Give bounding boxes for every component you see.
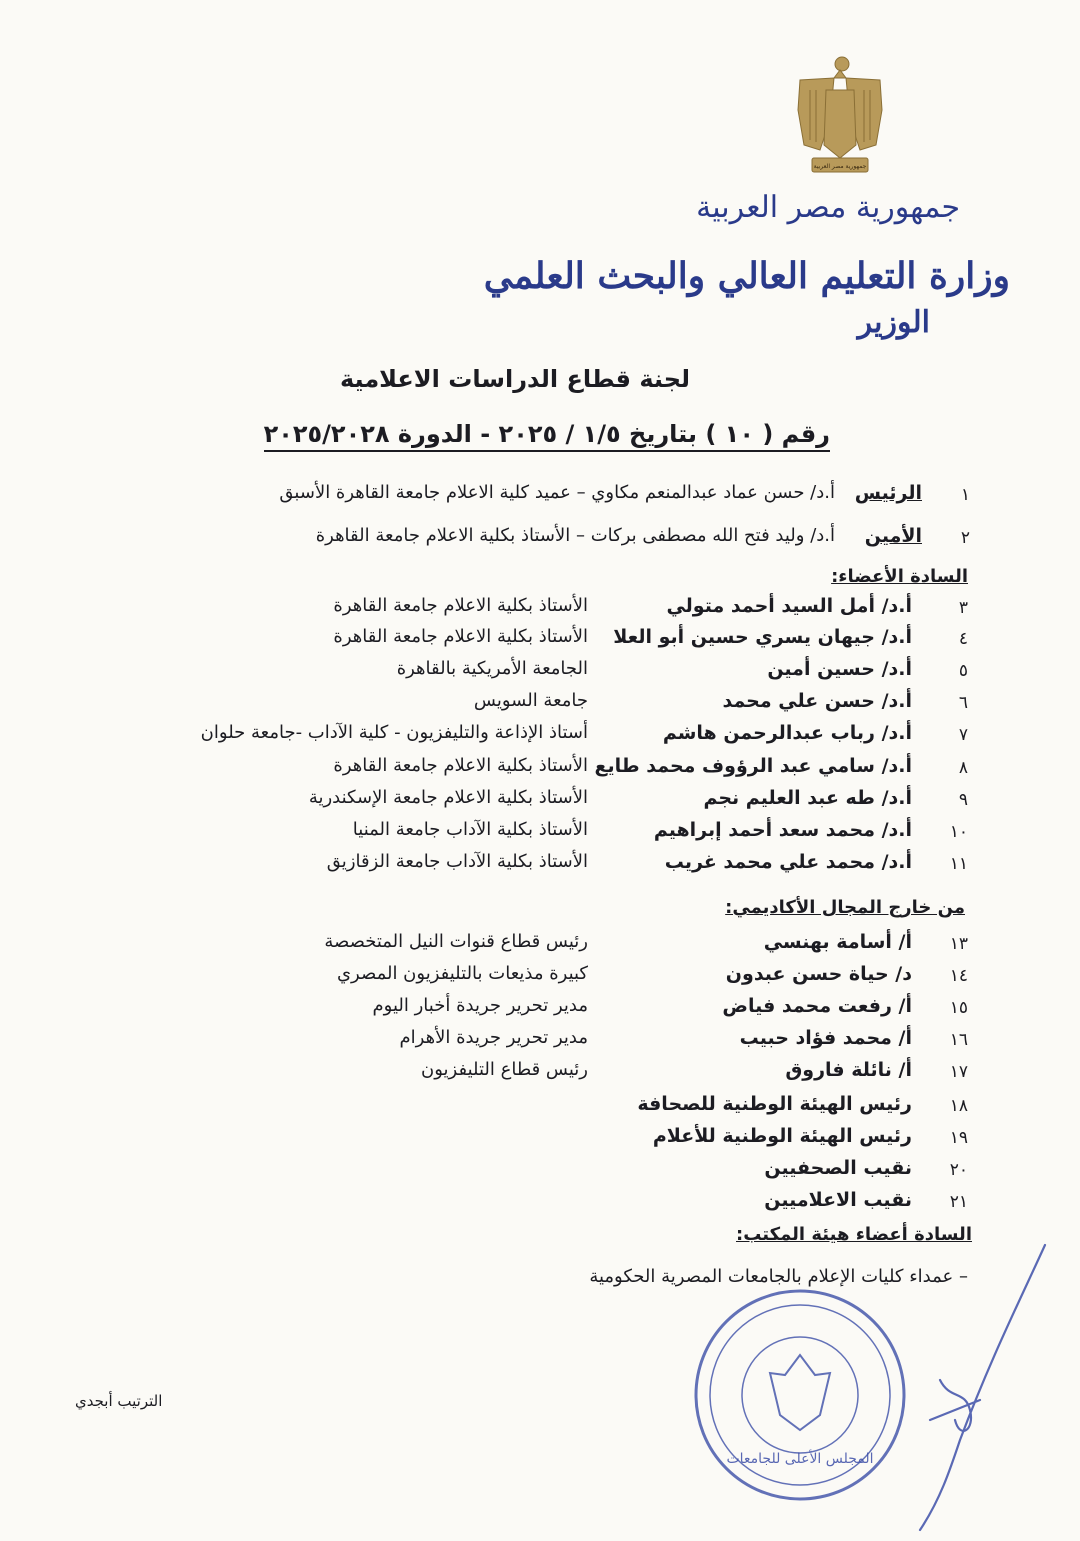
member-name: أ.د/ محمد علي محمد غريب [664,851,912,873]
member-affiliation: الأستاذ بكلية الآداب جامعة المنيا [352,819,588,840]
office-heading: السادة أعضاء هيئة المكتب: [736,1224,972,1245]
row-number: ١ [960,485,970,505]
member-name: أ.د/ طه عبد العليم نجم [703,787,912,809]
member-affiliation: الأستاذ بكلية الاعلام جامعة الإسكندرية [308,787,588,808]
row-number: ١٨ [949,1096,968,1116]
row-number: ١٦ [949,1030,968,1050]
document-title: لجنة قطاع الدراسات الاعلامية [339,365,690,393]
members-heading: السادة الأعضاء: [831,566,968,587]
document-number-line: رقم ( ١٠ ) بتاريخ ١/٥ / ٢٠٢٥ - الدورة ٢٠٢٥/٢٠٢٨ [264,420,830,452]
member-name: أ.د/ أمل السيد أحمد متولي [666,595,912,617]
row-number: ٦ [958,693,968,713]
member-name: أ.د/ رباب عبدالرحمن هاشم [662,722,912,744]
outside-affiliation: مدير تحرير جريدة أخبار اليوم [372,995,588,1016]
row-number: ٤ [958,629,968,649]
outside-name: نقيب الصحفيين [764,1157,912,1179]
outside-affiliation: مدير تحرير جريدة الأهرام [399,1027,588,1048]
row-number: ٧ [958,725,968,745]
member-name: أ.د/ جيهان يسري حسين أبو العلا [613,626,912,648]
member-affiliation: أستاذ الإذاعة والتليفزيون - كلية الآداب -جامعة حلوان [200,722,588,743]
outside-affiliation: رئيس قطاع قنوات النيل المتخصصة [324,931,588,952]
header-minister: الوزير [857,305,930,340]
row-number: ٢١ [949,1192,968,1212]
footer-note: الترتيب أبجدي [75,1392,163,1410]
row-number: ٩ [958,790,968,810]
row-number: ١٩ [949,1128,968,1148]
member-name: أ.د/ حسين أمين [767,658,912,680]
member-affiliation: الأستاذ بكلية الاعلام جامعة القاهرة [333,755,588,776]
outside-name: أ/ محمد فؤاد حبيب [739,1027,912,1049]
member-affiliation: الأستاذ بكلية الاعلام جامعة القاهرة [333,595,588,616]
secretary-text: أ.د/ وليد فتح الله مصطفى بركات – الأستاذ بكلية الاعلام جامعة القاهرة [315,525,835,546]
outside-name: أ/ أسامة بهنسي [763,931,912,953]
member-affiliation: الأستاذ بكلية الاعلام جامعة القاهرة [333,626,588,647]
outside-heading: من خارج المجال الأكاديمي: [725,897,965,918]
member-affiliation: الجامعة الأمريكية بالقاهرة [396,658,588,679]
outside-affiliation: كبيرة مذيعات بالتليفزيون المصري [336,963,588,984]
handwritten-signature [880,1240,1060,1540]
member-affiliation: الأستاذ بكلية الآداب جامعة الزقازيق [326,851,588,872]
outside-affiliation: رئيس قطاع التليفزيون [421,1059,588,1080]
official-stamp-icon [690,1285,910,1505]
outside-name: نقيب الاعلاميين [764,1189,912,1211]
eagle-emblem-icon [790,50,890,180]
outside-name: أ/ رفعت محمد فياض [722,995,912,1017]
row-number: ٣ [958,598,968,618]
row-number: ١٠ [949,822,968,842]
row-number: ١٧ [949,1062,968,1082]
outside-name: أ/ نائلة فاروق [785,1059,912,1081]
row-number: ١١ [949,854,968,874]
row-number: ١٤ [949,966,968,986]
row-number: ٨ [958,758,968,778]
row-number: ٢٠ [949,1160,968,1180]
row-number: ١٣ [949,934,968,954]
member-name: أ.د/ حسن علي محمد [722,690,912,712]
chair-label: الرئيس [854,482,922,504]
outside-name: رئيس الهيئة الوطنية للأعلام [652,1125,912,1147]
row-number: ٥ [958,661,968,681]
office-line: – عمداء كليات الإعلام بالجامعات المصرية الحكومية [589,1266,968,1287]
chair-text: أ.د/ حسن عماد عبدالمنعم مكاوي – عميد كلية الاعلام جامعة القاهرة الأسبق [279,482,835,503]
stamp-text: المجلس الأعلى للجامعات [726,1451,874,1467]
secretary-label: الأمين [864,525,922,547]
emblem-caption: جمهورية مصر العربية [813,163,867,170]
row-number: ١٥ [949,998,968,1018]
member-name: أ.د/ محمد سعد أحمد إبراهيم [653,819,912,841]
outside-name: د/ حياة حسن عبدون [725,963,912,985]
member-affiliation: جامعة السويس [473,690,588,711]
header-country: جمهورية مصر العربية [696,190,960,225]
outside-name: رئيس الهيئة الوطنية للصحافة [637,1093,912,1115]
header-ministry: وزارة التعليم العالي والبحث العلمي [483,255,1010,297]
member-name: أ.د/ سامي عبد الرؤوف محمد طايع [594,755,912,777]
row-number: ٢ [960,528,970,548]
